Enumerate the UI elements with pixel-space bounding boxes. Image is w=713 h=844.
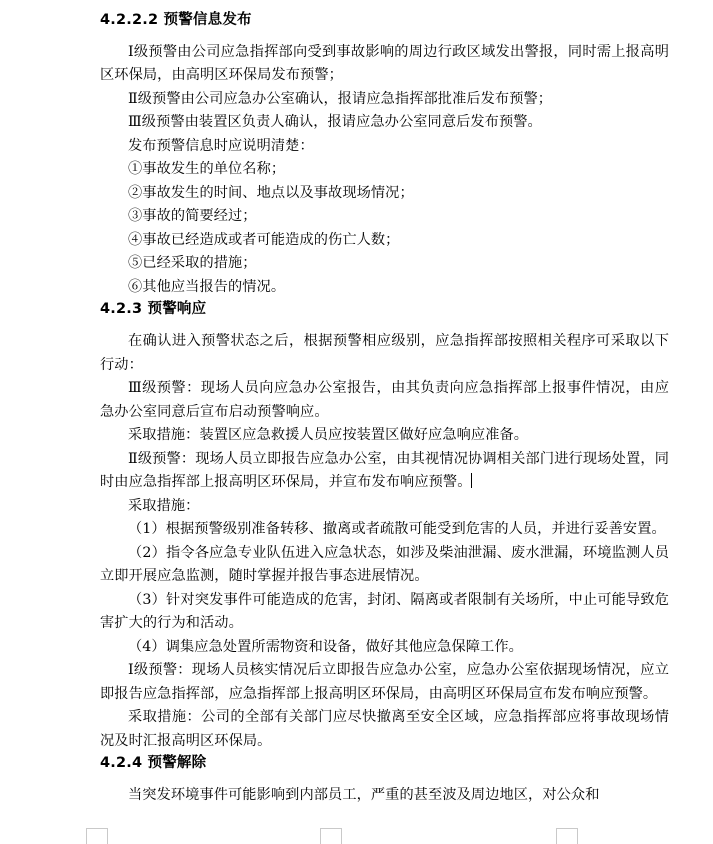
- page-mark: [86, 828, 108, 844]
- spacer: [100, 775, 669, 784]
- section-4-2-4-body: [100, 784, 669, 808]
- text-caret: [471, 473, 472, 488]
- list-item: ④事故已经造成或者可能造成的伤亡人数；: [128, 231, 400, 248]
- spacer: [100, 32, 669, 41]
- list-item: （2）指令各应急专业队伍进入应急状态，如涉及柴油泄漏、废水泄漏，环境监测人员立即开展应急监测，随时掌握并报告事态进展情况。: [100, 544, 669, 584]
- section-heading-4-2-3: 4.2.3 预警响应: [100, 301, 207, 318]
- section-heading-4-2-2-2: 4.2.2.2 预警信息发布: [100, 12, 252, 28]
- paragraph: Ⅱ级预警由公司应急办公室确认，报请应急指挥部批准后发布预警；: [128, 90, 553, 107]
- list-item: ③事故的简要经过；: [128, 208, 257, 225]
- section-heading-4-2-4: 4.2.4 预警解除: [100, 755, 207, 771]
- list-item: ⑤已经采取的措施；: [128, 255, 257, 272]
- paragraph: 采取措施：装置区应急救援人员应按装置区做好应急响应准备。: [128, 427, 529, 443]
- paragraph: 采取措施：: [128, 497, 200, 514]
- list-item: （3）针对突发事件可能造成的危害，封闭、隔离或者限制有关场所，中止可能导致危害扩大的行为和活动。: [100, 591, 669, 631]
- page-edge-marks: [0, 818, 713, 844]
- list-item: ⑥其他应当报告的情况。: [128, 278, 286, 295]
- page-mark: [320, 828, 342, 844]
- paragraph-text: Ⅱ级预警：现场人员立即报告应急办公室，由其视情况协调相关部门进行现场处置，同时由应急指挥部上报高明区环保局，并宣布发布响应预警。: [100, 450, 669, 490]
- paragraph: Ⅲ级预警：现场人员向应急办公室报告，由其负责向应急指挥部上报事件情况，由应急办公室同意后宣布启动预警响应。: [100, 380, 669, 420]
- list-item: （1）根据预警级别准备转移、撤离或者疏散可能受到危害的人员，并进行妥善安置。: [128, 521, 666, 537]
- list-item: ①事故发生的单位名称；: [128, 161, 286, 178]
- paragraph: 在确认进入预警状态之后，根据预警相应级别，应急指挥部按照相关程序可采取以下行动：: [100, 333, 669, 373]
- paragraph: I级预警由公司应急指挥部向受到事故影响的周边行政区域发出警报，同时需上报高明区环保局，由高明区环保局发布预警；: [100, 43, 669, 84]
- paragraph: 当突发环境事件可能影响到内部员工，严重的甚至波及周边地区，对公众和: [128, 786, 600, 803]
- paragraph: Ⅲ级预警由装置区负责人确认，报请应急办公室同意后发布预警。: [128, 114, 542, 131]
- section-4-2-3-body: [100, 330, 669, 753]
- paragraph: I级预警：现场人员核实情况后立即报告应急办公室，应急办公室依据现场情况，应立即报告应急指挥部，应急指挥部上报高明区环保局，由高明区环保局宣布发布响应预警。: [100, 662, 669, 702]
- paragraph-with-caret: [100, 448, 669, 495]
- list-item: （4）调集应急处置所需物资和设备，做好其他应急保障工作。: [128, 638, 523, 655]
- section-4-2-2-2-body: [100, 41, 669, 300]
- list-item: ②事故发生的时间、地点以及事故现场情况；: [128, 184, 414, 201]
- page-mark: [556, 828, 578, 844]
- paragraph: 采取措施：公司的全部有关部门应尽快撤离至安全区域，应急指挥部应将事故现场情况及时汇报高明区环保局。: [100, 709, 669, 749]
- paragraph: 发布预警信息时应说明清楚：: [128, 137, 314, 154]
- spacer: [100, 321, 669, 330]
